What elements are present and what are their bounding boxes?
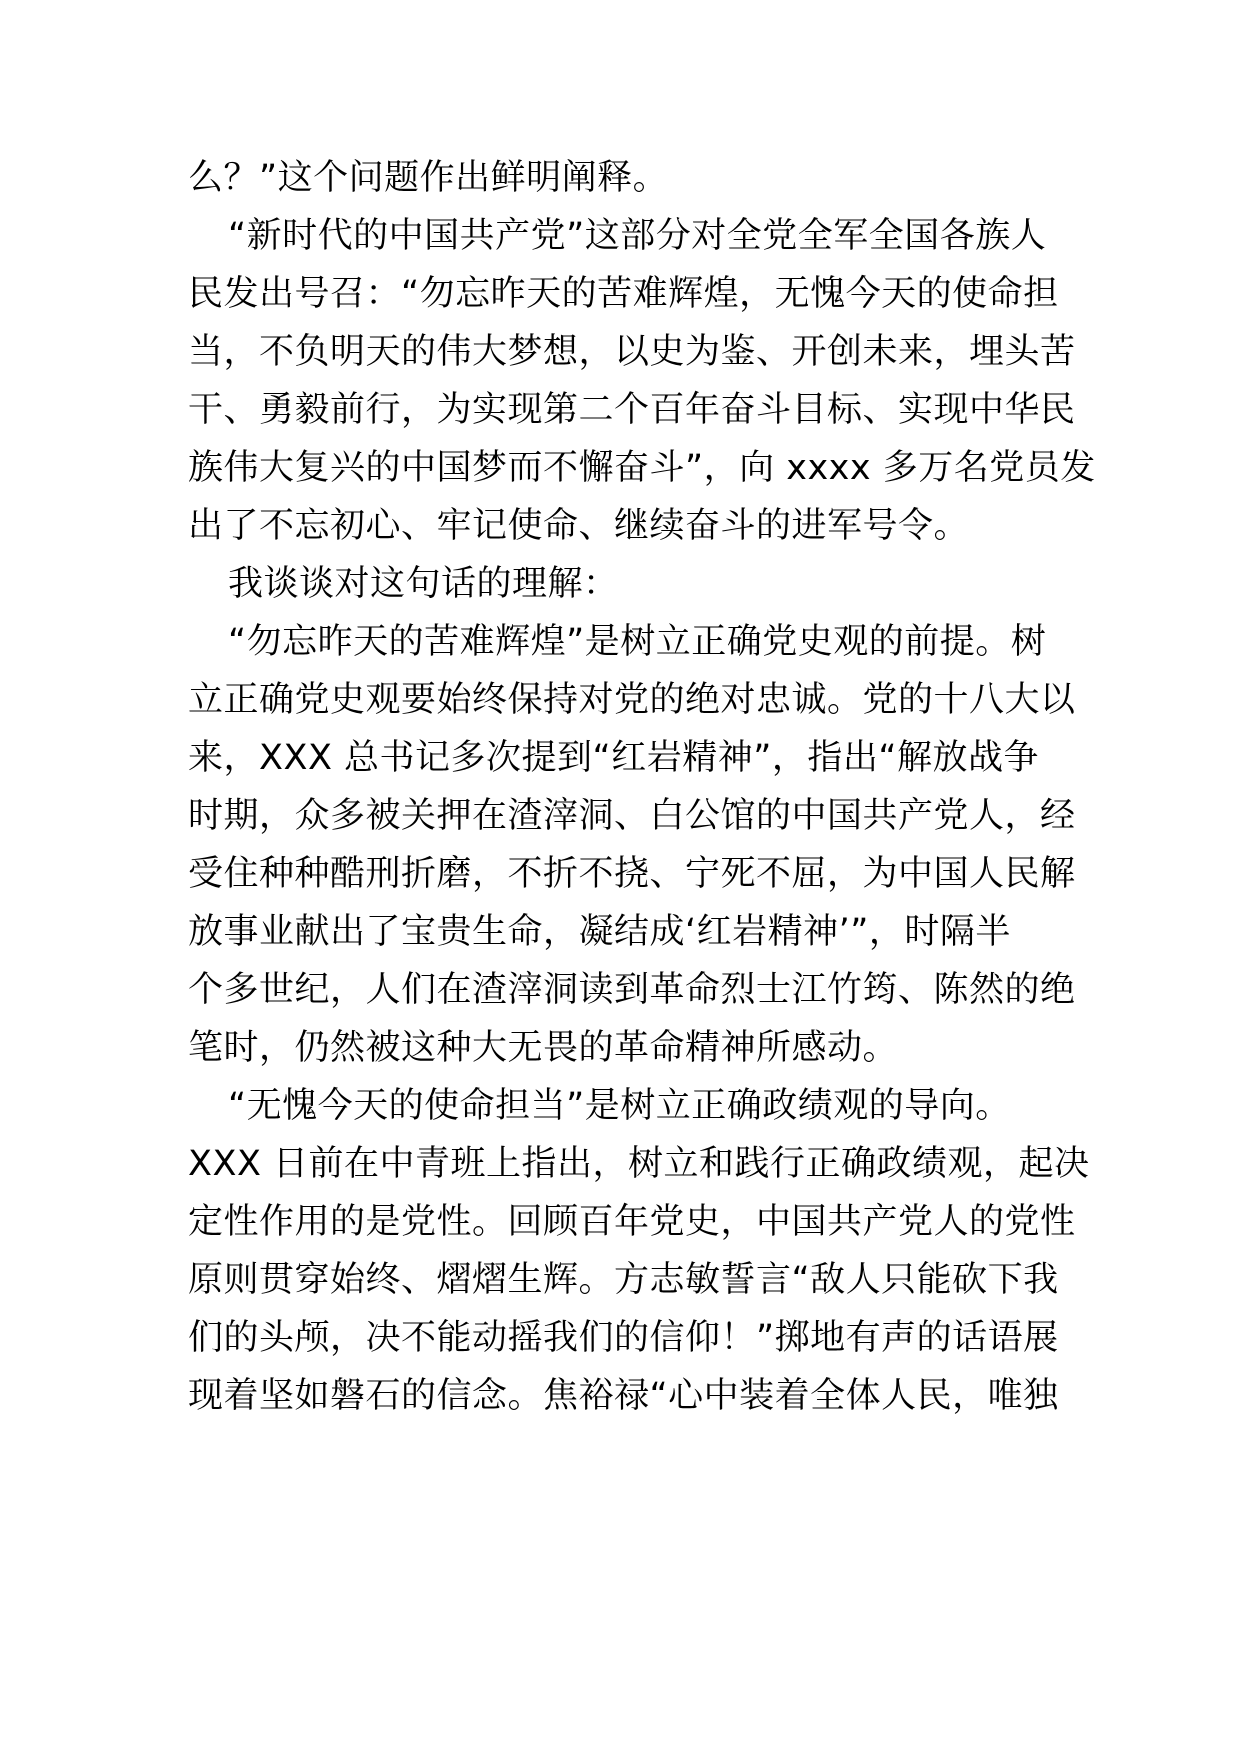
text-line: XXX 日前在中青班上指出，树立和践行正确政绩观，起决 <box>188 1144 1090 1184</box>
text-line: 来，XXX 总书记多次提到“红岩精神”，指出“解放战争 <box>188 738 1039 778</box>
paragraph-start-line: 我谈谈对这句话的理解： <box>228 564 619 604</box>
text-line: 笔时，仍然被这种大无畏的革命精神所感动。 <box>188 1028 899 1068</box>
paragraph-start-line: “新时代的中国共产党”这部分对全党全军全国各族人 <box>228 216 1047 256</box>
text-line: 们的头颅，决不能动摇我们的信仰！”掷地有声的话语展 <box>188 1318 1059 1358</box>
text-line: 个多世纪，人们在渣滓洞读到革命烈士江竹筠、陈然的绝 <box>188 970 1076 1010</box>
text-line: 出了不忘初心、牢记使命、继续奋斗的进军号令。 <box>188 506 970 546</box>
text-line: 民发出号召：“勿忘昨天的苦难辉煌，无愧今天的使命担 <box>188 274 1059 314</box>
text-line: 定性作用的是党性。回顾百年党史，中国共产党人的党性 <box>188 1202 1076 1242</box>
text-line: 现着坚如磐石的信念。焦裕禄“心中装着全体人民，唯独 <box>188 1376 1059 1416</box>
text-line: 时期，众多被关押在渣滓洞、白公馆的中国共产党人，经 <box>188 796 1076 836</box>
text-line: 受住种种酷刑折磨，不折不挠、宁死不屈，为中国人民解 <box>188 854 1076 894</box>
text-line: 原则贯穿始终、熠熠生辉。方志敏誓言“敌人只能砍下我 <box>188 1260 1059 1300</box>
text-line: 干、勇毅前行，为实现第二个百年奋斗目标、实现中华民 <box>188 390 1076 430</box>
paragraph-start-line: “勿忘昨天的苦难辉煌”是树立正确党史观的前提。树 <box>228 622 1047 662</box>
text-line: 么？”这个问题作出鲜明阐释。 <box>188 158 669 198</box>
paragraph-start-line: “无愧今天的使命担当”是树立正确政绩观的导向。 <box>228 1086 1011 1126</box>
text-line: 放事业献出了宝贵生命，凝结成‘红岩精神’”，时隔半 <box>188 912 1011 952</box>
text-line: 立正确党史观要始终保持对党的绝对忠诚。党的十八大以 <box>188 680 1076 720</box>
text-line: 族伟大复兴的中国梦而不懈奋斗”，向 xxxx 多万名党员发 <box>188 448 1096 488</box>
text-line: 当，不负明天的伟大梦想，以史为鉴、开创未来，埋头苦 <box>188 332 1076 372</box>
